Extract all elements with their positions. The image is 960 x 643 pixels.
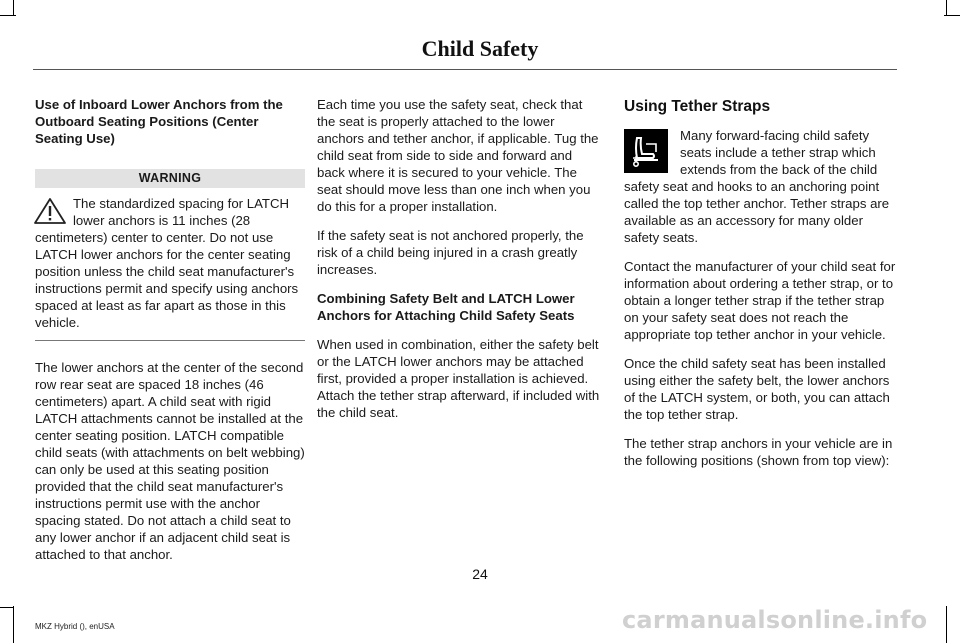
warning-rule: [35, 340, 305, 341]
warning-triangle-icon: [33, 197, 67, 225]
paragraph-check-attachment: Each time you use the safety seat, check that the seat is properly attached to the lower anchors and tether anchor, if applicable. Tug the child seat from side to side and forward and back where it is secured to your vehicle. The seat should move less than one inch when you do this for a proper installation.: [317, 97, 599, 214]
section-heading-inboard-anchors: Use of Inboard Lower Anchors from the Outboard Seating Positions (Center Seating Use): [35, 97, 283, 146]
crop-mark-top-left: [13, 0, 14, 16]
paragraph-contact-manufacturer: Contact the manufacturer of your child seat for information about ordering a tether strap, or to obtain a longer tether strap if the tether strap on your safety seat does not reach the appropriate top tether anchor in your vehicle.: [624, 259, 896, 342]
page-number: 24: [472, 566, 488, 582]
paragraph-anchor-positions: The tether strap anchors in your vehicle are in the following positions (shown from top view):: [624, 436, 893, 468]
paragraph-combination: When used in combination, either the safety belt or the LATCH lower anchors may be attached first, provided a proper installation is achieved. Attach the tether strap afterward, if included with the child seat.: [317, 337, 600, 420]
header-rule: [33, 69, 897, 70]
child-seat-tether-icon: [624, 129, 668, 173]
crop-mark-bottom-left-h: [0, 607, 14, 608]
column-left: [35, 96, 305, 575]
crop-mark-bottom-right: [946, 606, 947, 643]
crop-mark-top-right: [946, 0, 947, 16]
section-heading-combining: Combining Safety Belt and LATCH Lower Anchors for Attaching Child Safety Seats: [317, 291, 575, 323]
page-title: Child Safety: [421, 36, 539, 61]
warning-text: The standardized spacing for LATCH lower anchors is 11 inches (28 centimeters) center to center. Do not use LATCH lower anchors for the center seating position unless the child seat manufacturer's instructions permit and specify using anchors spaced at least as far apart as those in this vehicle.: [35, 196, 299, 330]
column-right: [624, 96, 896, 481]
column-middle: [317, 96, 601, 433]
section-title-tether-straps: Using Tether Straps: [624, 98, 771, 115]
crop-mark-bottom-left: [13, 606, 14, 643]
warning-body: [35, 195, 305, 331]
crop-mark-top-left-h: [0, 15, 16, 16]
paragraph-center-anchors: The lower anchors at the center of the second row rear seat are spaced 18 inches (46 centimeters) apart. A child seat with rigid LATCH attachments cannot be installed at the center seating position. LATCH compatible child seats (with attachments on belt webbing) can only be used at this seating position provided that the child seat manufacturer's instructions permit use with the anchor spacing stated. Do not attach a child seat to any lower anchor if an adjacent child seat is attached to that anchor.: [35, 360, 305, 562]
warning-box: [35, 169, 305, 341]
tether-intro-text: Many forward-facing child safety seats include a tether strap which extends from the back of the child safety seat and hooks to an anchoring point called the top tether anchor. Tether straps are available as an accessory for many older safety seats.: [624, 128, 890, 245]
paragraph-tether-intro: [624, 127, 896, 246]
warning-label: WARNING: [35, 169, 305, 188]
crop-mark-top-right-h: [944, 15, 960, 16]
footer-edition: MKZ Hybrid (), enUSA: [35, 622, 115, 631]
watermark: carmanualsonline.info: [622, 606, 928, 634]
paragraph-attach-tether: Once the child safety seat has been installed using either the safety belt, the lower anchors of the LATCH system, or both, you can attach the top tether strap.: [624, 356, 890, 422]
paragraph-risk: If the safety seat is not anchored properly, the risk of a child being injured in a crash greatly increases.: [317, 228, 584, 277]
